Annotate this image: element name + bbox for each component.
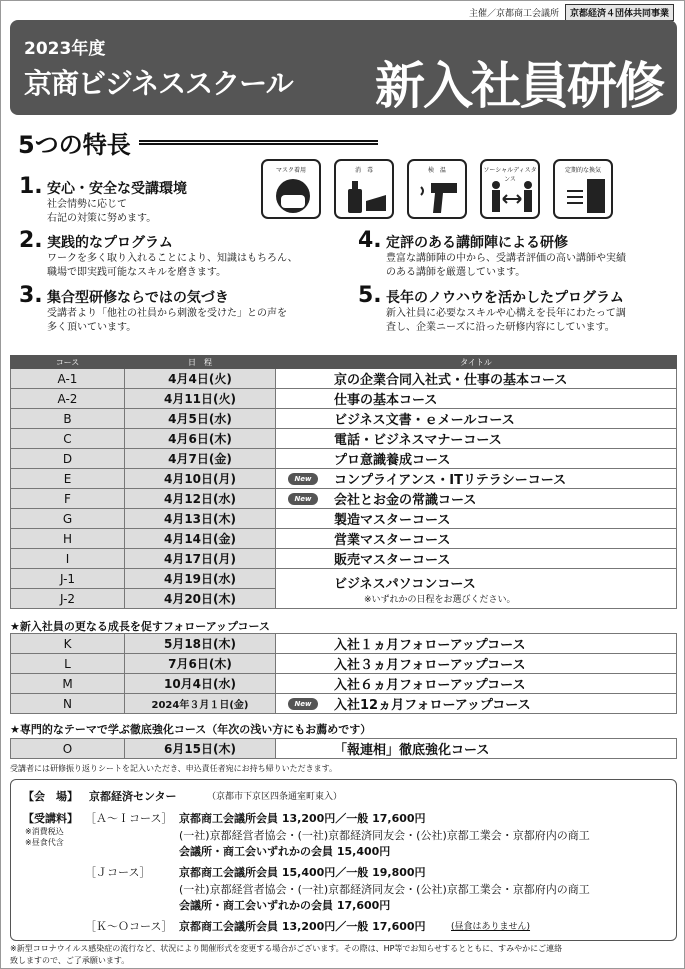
feature-number: 4. <box>358 228 382 253</box>
feature-number: 3. <box>19 283 43 308</box>
table-row: G 4月13日(木) 製造マスターコース <box>11 509 677 529</box>
fiscal-year: 2023年度 <box>24 39 106 59</box>
mask-icon: マスク着用 <box>261 159 321 219</box>
venue-label: 【会 場】 <box>23 790 78 803</box>
course-schedule-table <box>10 355 677 609</box>
thermometer-icon: 検 温 <box>407 159 467 219</box>
new-badge: New <box>288 493 318 505</box>
table-row: N 2024年３月１日(金) New 入社12ヵ月フォローアップコース <box>11 694 677 714</box>
table-row: C 4月6日(木) 電話・ビジネスマナーコース <box>11 429 677 449</box>
venue-address: （京都市下京区四条通室町東入） <box>207 792 343 802</box>
table-row: F 4月12日(水) New 会社とお金の常識コース <box>11 489 677 509</box>
feature-number: 2. <box>19 228 43 253</box>
table-row: A-1 4月4日(火) 京の企業合同入社式・仕事の基本コース <box>11 369 677 389</box>
sponsor-text: 主催／京都商工会議所 <box>468 9 559 19</box>
heading-rule <box>139 140 378 145</box>
feature-desc: ワークを多く取り入れることにより、知識はもちろん、 職場で即実践可能なスキルを磨きます。 <box>47 253 298 278</box>
table-row: A-2 4月11日(火) 仕事の基本コース <box>11 389 677 409</box>
feature-number: 5. <box>358 283 382 308</box>
followup-heading: ★新入社員の更なる成長を促すフォローアップコース <box>10 620 270 633</box>
table-row: J-2 4月20日(木) <box>11 589 677 609</box>
special-table <box>10 738 677 759</box>
j-course-title: ビジネスパソコンコース <box>334 576 476 592</box>
followup-table <box>10 633 677 714</box>
new-badge: New <box>288 698 318 710</box>
table-row: L 7月6日(木) 入社３ヵ月フォローアップコース <box>11 654 677 674</box>
distance-icon: ソーシャルディスタンス <box>480 159 540 219</box>
feature-desc: 受講者より「他社の社員から刺激を受けた」との声を 多く頂いています。 <box>47 308 287 333</box>
ventilation-icon: 定期的な換気 <box>553 159 613 219</box>
feature-desc: 豊富な講師陣の中から、受講者評価の高い講師や実績 のある講師を厳選しています。 <box>386 253 626 278</box>
feature-title: 安心・安全な受講環境 <box>47 181 187 197</box>
school-name: 京商ビジネススクール <box>24 67 293 100</box>
title-banner <box>10 20 677 115</box>
feature-number: 1. <box>19 174 43 199</box>
venue-name: 京都経済センター <box>89 790 177 803</box>
table-row: H 4月14日(金) 営業マスターコース <box>11 529 677 549</box>
table-row: D 4月7日(金) プロ意識養成コース <box>11 449 677 469</box>
table-row: I 4月17日(月) 販売マスターコース <box>11 549 677 569</box>
sanitizer-icon: 消 毒 <box>334 159 394 219</box>
fee-label: 【受講料】 <box>23 812 78 825</box>
j-course-note: ※いずれかの日程をお選びください。 <box>364 594 516 605</box>
special-heading: ★専門的なテーマで学ぶ徹底強化コース（年次の浅い方にもお薦めです） <box>10 723 372 736</box>
page-title: 新入社員研修 <box>375 57 663 115</box>
feature-title: 定評のある講師陣による研修 <box>386 235 568 251</box>
table-row: E 4月10日(月) New コンプライアンス・ITリテラシーコース <box>11 469 677 489</box>
feature-title: 集合型研修ならではの気づき <box>47 290 229 306</box>
feature-desc: 社会情勢に応じて 右記の対策に努めます。 <box>47 199 157 224</box>
fee-course: ［Ａ～Ｉコース］ <box>85 812 173 825</box>
venue-fee-box: 【会 場】 京都経済センター （京都市下京区四条通室町東入） 【受講料】 ※消費税込 ※昼食代含 ［Ａ～Ｉコース］ 京都商工会議所会員 13,200円／一般 17,600円 (一社)京都経営者協会・(一社)京都経済同友会・(公社)京都工業会・京都府内の商工 会議所・商工会いずれかの会員 15,400円 ［Ｊコース］ 京都商工会議所会員 15,400円／一般 19,800円 (一社)京都経営者協会・(一社)京都経済同友会・(公社)京都工業会・京都府内の商工 会議所・商工会いずれかの会員 17,600円 ［Ｋ～Ｏコース］ 京都商工会議所会員 13,200円／一般 17,600円 (昼食はありません) <box>10 779 677 941</box>
fee-course: ［Ｊコース］ <box>85 866 151 879</box>
table-row: O 6月15日(木) 「報連相」徹底強化コース <box>11 739 677 759</box>
fee-course: ［Ｋ～Ｏコース］ <box>85 920 173 933</box>
footer-note: ※新型コロナウイルス感染症の流行など、状況により開催形式を変更する場合がございます。その際は、HP等でお知らせするとともに、すみやかにご連絡 致しますので、ご了承願います。 <box>10 944 563 965</box>
joint-project-badge: 京都経済４団体共同事業 <box>565 4 674 21</box>
safety-icons <box>261 159 613 219</box>
table-row: B 4月5日(水) ビジネス文書・ｅメールコース <box>11 409 677 429</box>
table-row: J-1 4月19日(水) ビジネスパソコンコース ※いずれかの日程をお選びください。 <box>11 569 677 589</box>
features-heading <box>18 125 378 160</box>
organizer-line <box>469 4 674 21</box>
feature-title: 実践的なプログラム <box>47 235 173 251</box>
no-lunch-note: (昼食はありません) <box>451 922 531 932</box>
new-badge: New <box>288 473 318 485</box>
table-header: コース 日 程 タイトル <box>11 356 677 369</box>
table-row: M 10月4日(水) 入社６ヵ月フォローアップコース <box>11 674 677 694</box>
feature-desc: 新入社員に必要なスキルや心構えを長年にわたって調 査し、企業ニーズに沿った研修内容にしています。 <box>386 308 626 333</box>
features-heading-text: 5つの特長 <box>18 131 131 159</box>
reflection-note: 受講者には研修振り返りシートを記入いただき、申込責任者宛にお持ち帰りいただきます。 <box>10 764 338 773</box>
feature-title: 長年のノウハウを活かしたプログラム <box>386 290 624 306</box>
table-row: K 5月18日(木) 入社１ヵ月フォローアップコース <box>11 634 677 654</box>
